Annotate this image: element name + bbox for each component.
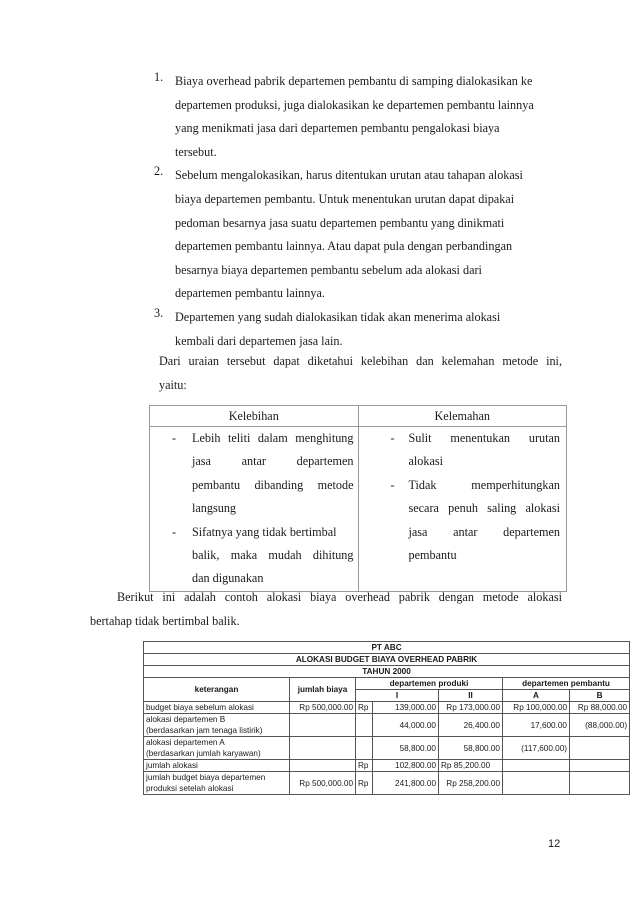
list-text: Biaya overhead pabrik departemen pembantu di samping dialokasikan ke departemen produksi, juga dialokasikan ke departemen pembantu lainnya yang menikmati jasa dari departemen pembantu pengalokasi biaya tersebut. — [175, 74, 534, 159]
list-item — [150, 164, 562, 306]
table-row: jumlah alokasi Rp 102,800.00 Rp 85,200.00 — [144, 760, 630, 772]
table-row: budget biaya sebelum alokasi Rp 500,000.00 Rp 139,000.00 Rp 173,000.00 Rp 100,000.00 Rp 88,000.00 — [144, 702, 630, 714]
col-header-produksi: departemen produki — [356, 678, 503, 690]
col-header-A: A — [503, 690, 570, 702]
list-item — [150, 70, 562, 164]
list-number: 2. — [154, 164, 164, 179]
table-row: jumlah budget biaya departemen produksi setelah alokasi Rp 500,000.00 Rp 241,800.00 Rp 258,200.00 — [144, 772, 630, 795]
header-kelebihan: Kelebihan — [150, 406, 359, 427]
intro-paragraph: Dari uraian tersebut dapat diketahui kelebihan dan kelemahan metode ini, yaitu: — [159, 354, 562, 392]
page-number: 12 — [548, 838, 561, 850]
col-header-jumlah: jumlah biaya — [290, 678, 356, 702]
header-kelemahan: Kelemahan — [358, 406, 567, 427]
list-number: 1. — [154, 70, 164, 84]
list-number: 3. — [154, 305, 164, 320]
kelebihan-cell — [150, 427, 359, 592]
table-title-year: TAHUN 2000 — [144, 666, 630, 678]
kelemahan-item: - Tidak memperhitungkan secara penuh saling alokasi jasa antar departemen pembantu — [390, 477, 560, 563]
col-header-pembantu: departemen pembantu — [503, 678, 630, 690]
comparison-table — [149, 405, 567, 592]
kelebihan-item: - Lebih teliti dalam menghitung jasa antar departemen pembantu dibanding metode langsung — [172, 431, 354, 516]
list-text: Departemen yang sudah dialokasikan tidak akan menerima alokasi kembali dari departemen jasa lain. — [175, 309, 501, 348]
table-title-main: ALOKASI BUDGET BIAYA OVERHEAD PABRIK — [144, 654, 630, 666]
kelemahan-cell — [358, 427, 567, 592]
numbered-list — [150, 70, 562, 353]
list-text: Sebelum mengalokasikan, harus ditentukan urutan atau tahapan alokasi biaya departemen pembantu. Untuk menentukan urutan dapat dipakai pedoman besarnya jasa suatu departemen pembantu yang dinikmati departemen pembantu lainnya. Atau dapat pula dengan perbandingan besarnya biaya departemen pembantu sebelum ada alokasi dari departemen pembantu lainnya. — [175, 168, 523, 301]
table-row: alokasi departemen B (berdasarkan jam tenaga listirik) 44,000.00 26,400.00 17,600.00 (88,000.00) — [144, 714, 630, 737]
col-header-II: II — [439, 690, 503, 702]
table-title-company: PT ABC — [144, 642, 630, 654]
kelebihan-item: - Sifatnya yang tidak bertimbal balik, maka mudah dihitung dan digunakan — [172, 524, 354, 586]
kelemahan-item: - Sulit menentukan urutan alokasi — [390, 431, 560, 469]
col-header-I: I — [356, 690, 439, 702]
after-paragraph: Berikut ini adalah contoh alokasi biaya overhead pabrik dengan metode alokasi bertahap tidak bertimbal balik. — [90, 590, 562, 628]
table-row: alokasi departemen A (berdasarkan jumlah karyawan) 58,800.00 58,800.00 (117,600.00) — [144, 737, 630, 760]
budget-allocation-table — [143, 641, 630, 795]
list-item — [150, 306, 562, 353]
col-header-keterangan: keterangan — [144, 678, 290, 702]
col-header-B: B — [570, 690, 630, 702]
